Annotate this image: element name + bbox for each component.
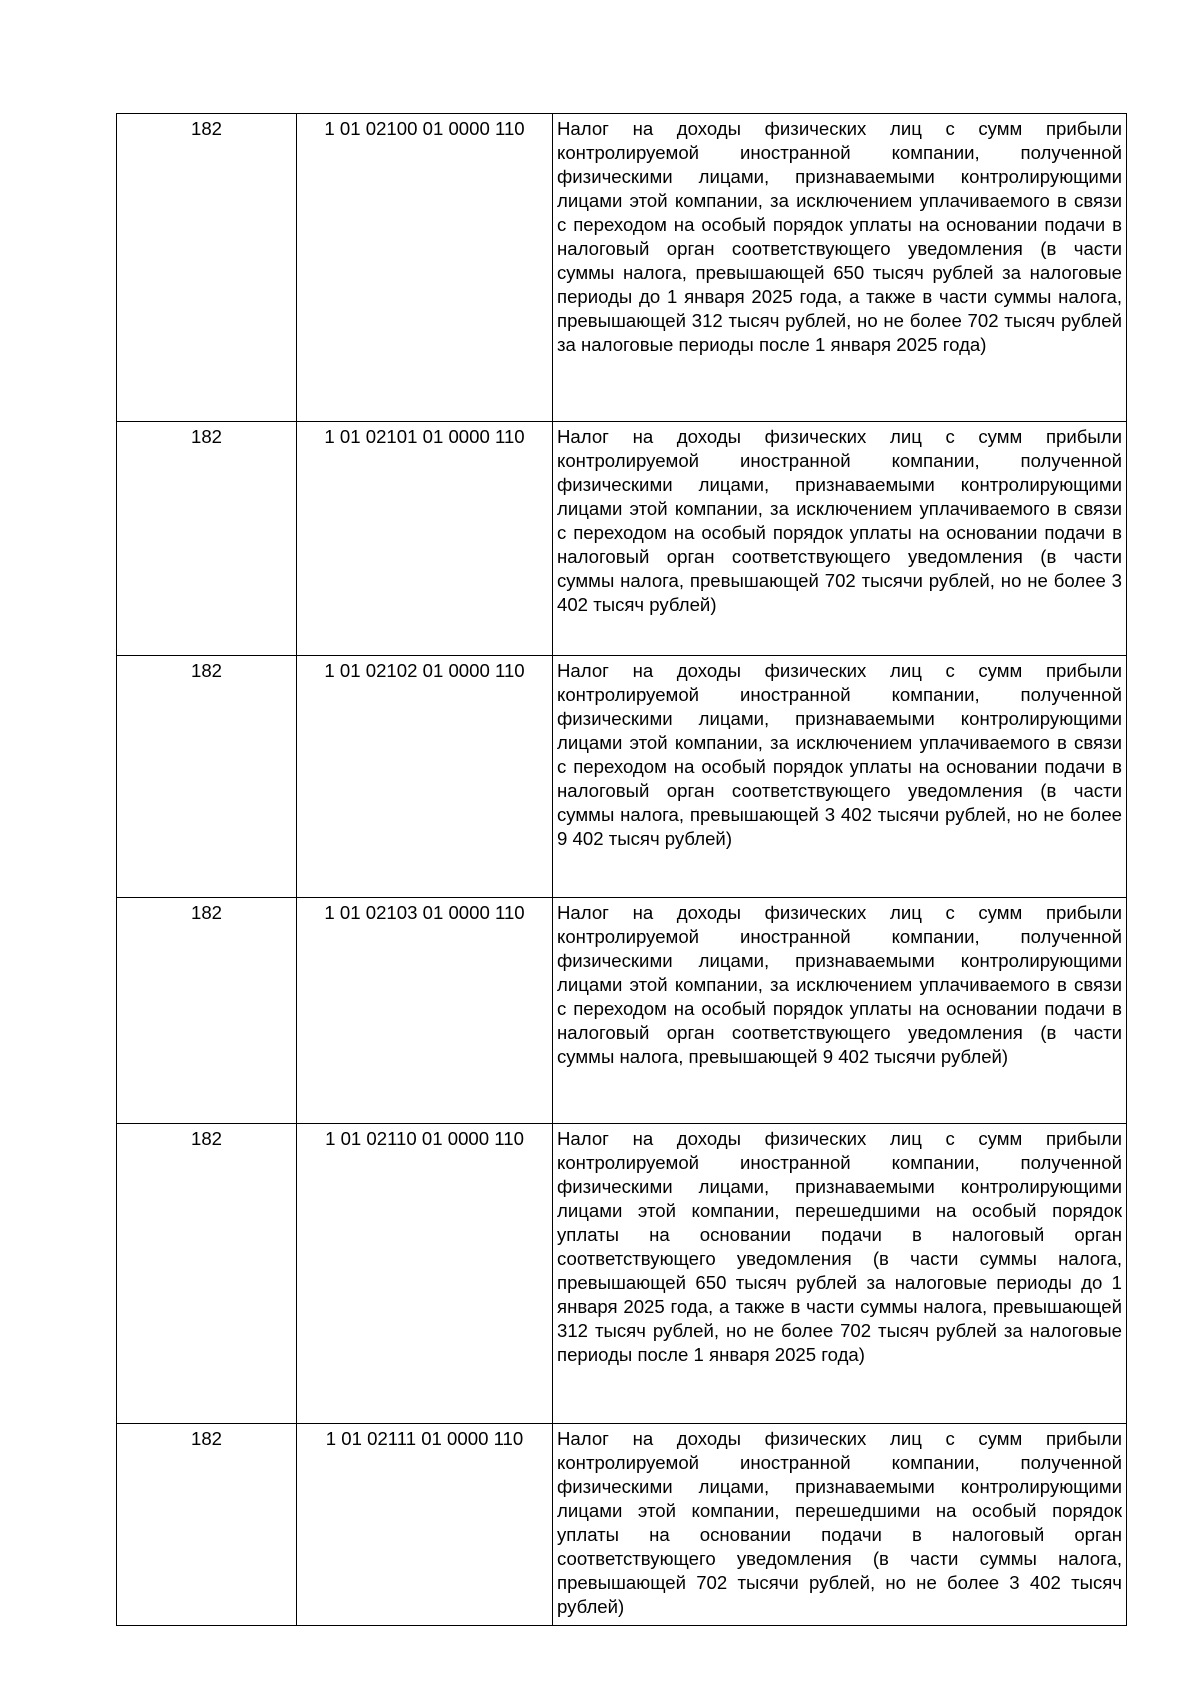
budget-code-cell: 1 01 02101 01 0000 110 [297, 422, 553, 656]
revenue-name-cell: Налог на доходы физических лиц с сумм прибыли контролируемой иностранной компании, полученной физическими лицами, признаваемыми контролирующими лицами этой компании, перешедшими на особый порядок уплаты на основании подачи в налоговый орган соответствующего уведомления (в части суммы налога, превышающей 650 тысяч рублей за налоговые периоды до 1 января 2025 года, а также в части суммы налога, превышающей 312 тысяч рублей, но не более 702 тысяч рублей за налоговые периоды после 1 января 2025 года) [553, 1124, 1127, 1424]
budget-code-cell: 1 01 02102 01 0000 110 [297, 656, 553, 898]
revenue-name-cell: Налог на доходы физических лиц с сумм прибыли контролируемой иностранной компании, полученной физическими лицами, признаваемыми контролирующими лицами этой компании, за исключением уплачиваемого в связи с переходом на особый порядок уплаты на основании подачи в налоговый орган соответствующего уведомления (в части суммы налога, превышающей 702 тысячи рублей, но не более 3 402 тысяч рублей) [553, 422, 1127, 656]
revenue-name-cell: Налог на доходы физических лиц с сумм прибыли контролируемой иностранной компании, полученной физическими лицами, признаваемыми контролирующими лицами этой компании, за исключением уплачиваемого в связи с переходом на особый порядок уплаты на основании подачи в налоговый орган соответствующего уведомления (в части суммы налога, превышающей 3 402 тысячи рублей, но не более 9 402 тысяч рублей) [553, 656, 1127, 898]
table-row [117, 1424, 1127, 1626]
budget-code-cell: 1 01 02100 01 0000 110 [297, 114, 553, 422]
table-row [117, 114, 1127, 422]
admin-code-cell: 182 [117, 1124, 297, 1424]
table-row [117, 1124, 1127, 1424]
budget-code-cell: 1 01 02111 01 0000 110 [297, 1424, 553, 1626]
budget-code-cell: 1 01 02103 01 0000 110 [297, 898, 553, 1124]
admin-code-cell: 182 [117, 656, 297, 898]
budget-code-cell: 1 01 02110 01 0000 110 [297, 1124, 553, 1424]
revenue-codes-table [116, 113, 1127, 1626]
table-row [117, 422, 1127, 656]
admin-code-cell: 182 [117, 898, 297, 1124]
revenue-name-cell: Налог на доходы физических лиц с сумм прибыли контролируемой иностранной компании, полученной физическими лицами, признаваемыми контролирующими лицами этой компании, за исключением уплачиваемого в связи с переходом на особый порядок уплаты на основании подачи в налоговый орган соответствующего уведомления (в части суммы налога, превышающей 9 402 тысячи рублей) [553, 898, 1127, 1124]
revenue-name-cell: Налог на доходы физических лиц с сумм прибыли контролируемой иностранной компании, полученной физическими лицами, признаваемыми контролирующими лицами этой компании, перешедшими на особый порядок уплаты на основании подачи в налоговый орган соответствующего уведомления (в части суммы налога, превышающей 702 тысячи рублей, но не более 3 402 тысяч рублей) [553, 1424, 1127, 1626]
table-row [117, 898, 1127, 1124]
table-row [117, 656, 1127, 898]
admin-code-cell: 182 [117, 422, 297, 656]
admin-code-cell: 182 [117, 114, 297, 422]
admin-code-cell: 182 [117, 1424, 297, 1626]
revenue-name-cell: Налог на доходы физических лиц с сумм прибыли контролируемой иностранной компании, полученной физическими лицами, признаваемыми контролирующими лицами этой компании, за исключением уплачиваемого в связи с переходом на особый порядок уплаты на основании подачи в налоговый орган соответствующего уведомления (в части суммы налога, превышающей 650 тысяч рублей за налоговые периоды до 1 января 2025 года, а также в части суммы налога, превышающей 312 тысяч рублей, но не более 702 тысяч рублей за налоговые периоды после 1 января 2025 года) [553, 114, 1127, 422]
